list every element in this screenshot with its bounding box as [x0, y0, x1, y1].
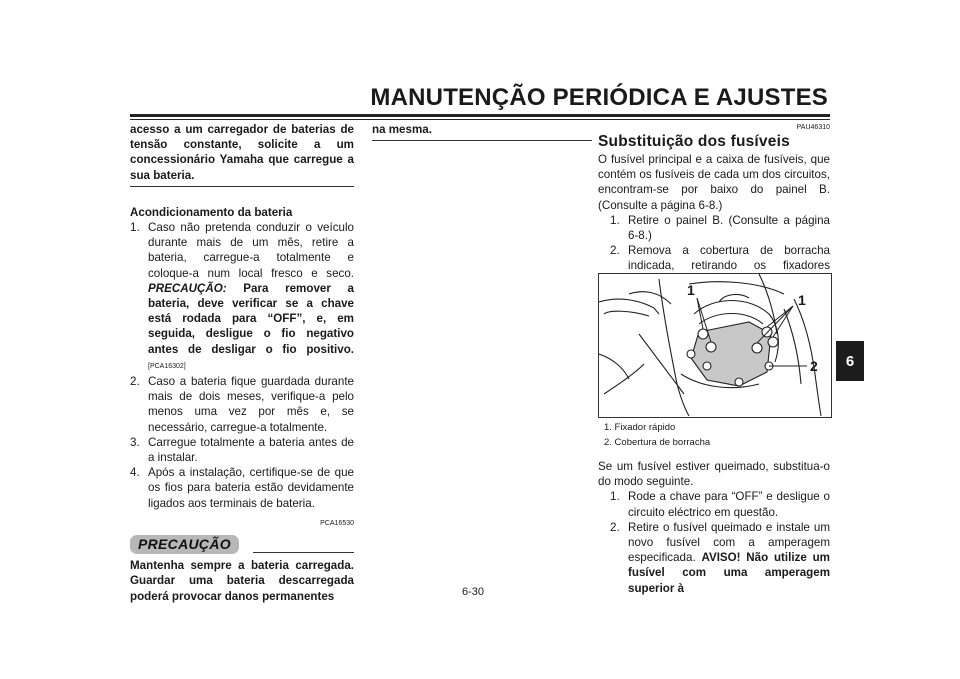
caution-header: [130, 535, 354, 554]
storage-step-1: [130, 220, 354, 374]
caution-code: [PCA16302]: [148, 362, 186, 370]
fuse-step-4: [598, 520, 830, 596]
caution-rule: [253, 552, 354, 553]
battery-warning-continuation: acesso a um carregador de baterias de tensão constante, solicite a um concessionário Yamaha que carregue a sua bateria.: [130, 123, 354, 182]
step-number: 1.: [610, 490, 620, 504]
section-code: PAU46310: [796, 124, 830, 131]
step-text: Carregue totalmente a bateria antes de a instalar.: [148, 435, 354, 465]
step-number: 2.: [130, 375, 140, 389]
caution-text: Mantenha sempre a bateria carregada. Guardar uma bateria descarregada poderá provocar danos permanentes: [130, 559, 354, 603]
caution-badge: PRECAUÇÃO: [130, 535, 239, 554]
fuse-replacement-intro: Se um fusível estiver queimado, substitua-o do modo seguinte.: [598, 460, 830, 489]
column-1: [130, 122, 354, 604]
page-number: 6-30: [462, 586, 485, 598]
step-text: Caso a bateria fique guardada durante mais de dois meses, verifique-a pelo menos uma vez por mês e, se necessário, carregue-a totalmente.: [148, 375, 354, 434]
caution-label-inline: PRECAUÇÃO:: [148, 281, 227, 295]
step-number: 4.: [130, 466, 140, 480]
header-rule: [130, 114, 830, 117]
storage-step-4: [130, 465, 354, 511]
column-3-lower: [598, 459, 830, 596]
figure-label-1: 1: [687, 282, 695, 298]
figure-label-1b: 1: [798, 292, 806, 308]
figure-label-2: 2: [810, 358, 818, 374]
step-text: Rode a chave para “OFF” e desligue o circuito eléctrico em questão.: [628, 490, 830, 519]
column-3-text: [598, 152, 830, 289]
step-number: 1.: [610, 213, 620, 227]
header-rule-thin: [130, 119, 830, 120]
chapter-tab[interactable]: 6: [836, 341, 864, 381]
fuse-intro: O fusível principal e a caixa de fusíveis, que contém os fusíveis de cada um dos circuitos, encontram-se por baixo do painel B. (Consulte a página 6-8.): [598, 153, 830, 212]
figure-caption: [604, 420, 710, 450]
step-text: Após a instalação, certifique-se de que os fios para bateria estão devidamente ligados aos terminais de bateria.: [148, 466, 354, 510]
warning-end-rule: [130, 186, 354, 187]
step-number: 2.: [610, 244, 620, 258]
caution-continuation: na mesma.: [372, 123, 432, 136]
step-text: Remova a cobertura de borracha indicada, retirando os fixadores: [628, 244, 830, 273]
step-text: Retire o painel B. (Consulte a página 6-8.): [628, 213, 830, 243]
step-number: 2.: [610, 520, 620, 534]
caution-text-inline: Para remover a bateria, deve verificar se a chave está rodada para “OFF”, e, em seguida, desligue o fio negativo antes de desligar o fio positivo.: [148, 281, 354, 356]
fuse-step-3: [598, 489, 830, 519]
section-heading: Substituição dos fusíveis: [598, 133, 790, 150]
storage-heading: Acondicionamento da bateria: [130, 205, 293, 219]
page-title: MANUTENÇÃO PERIÓDICA E AJUSTES: [370, 84, 828, 111]
caution-box-code: PCA16530: [320, 519, 354, 527]
caution-end-rule: [372, 140, 592, 141]
scooter-panel-drawing: [599, 274, 831, 417]
step-text: Caso não pretenda conduzir o veículo durante mais de um mês, retire a bateria, carregue-a totalmente e coloque-a num local fresco e seco.: [148, 221, 354, 280]
fuse-step-1: [598, 213, 830, 243]
storage-step-2: [130, 374, 354, 435]
caption-item-2: 2. Cobertura de borracha: [604, 437, 711, 448]
storage-step-3: [130, 435, 354, 465]
step-text: Retire o fusível queimado e instale um novo fusível com a amperagem especificada.: [628, 520, 830, 565]
column-2: [372, 122, 592, 141]
notice-text: AVISO! Não utilize um fusível com uma amperagem superior à: [628, 551, 830, 595]
step-number: 1.: [130, 221, 140, 235]
step-number: 3.: [130, 435, 140, 449]
caption-item-1: 1. Fixador rápido: [604, 422, 676, 433]
fuse-cover-illustration: [598, 273, 832, 418]
